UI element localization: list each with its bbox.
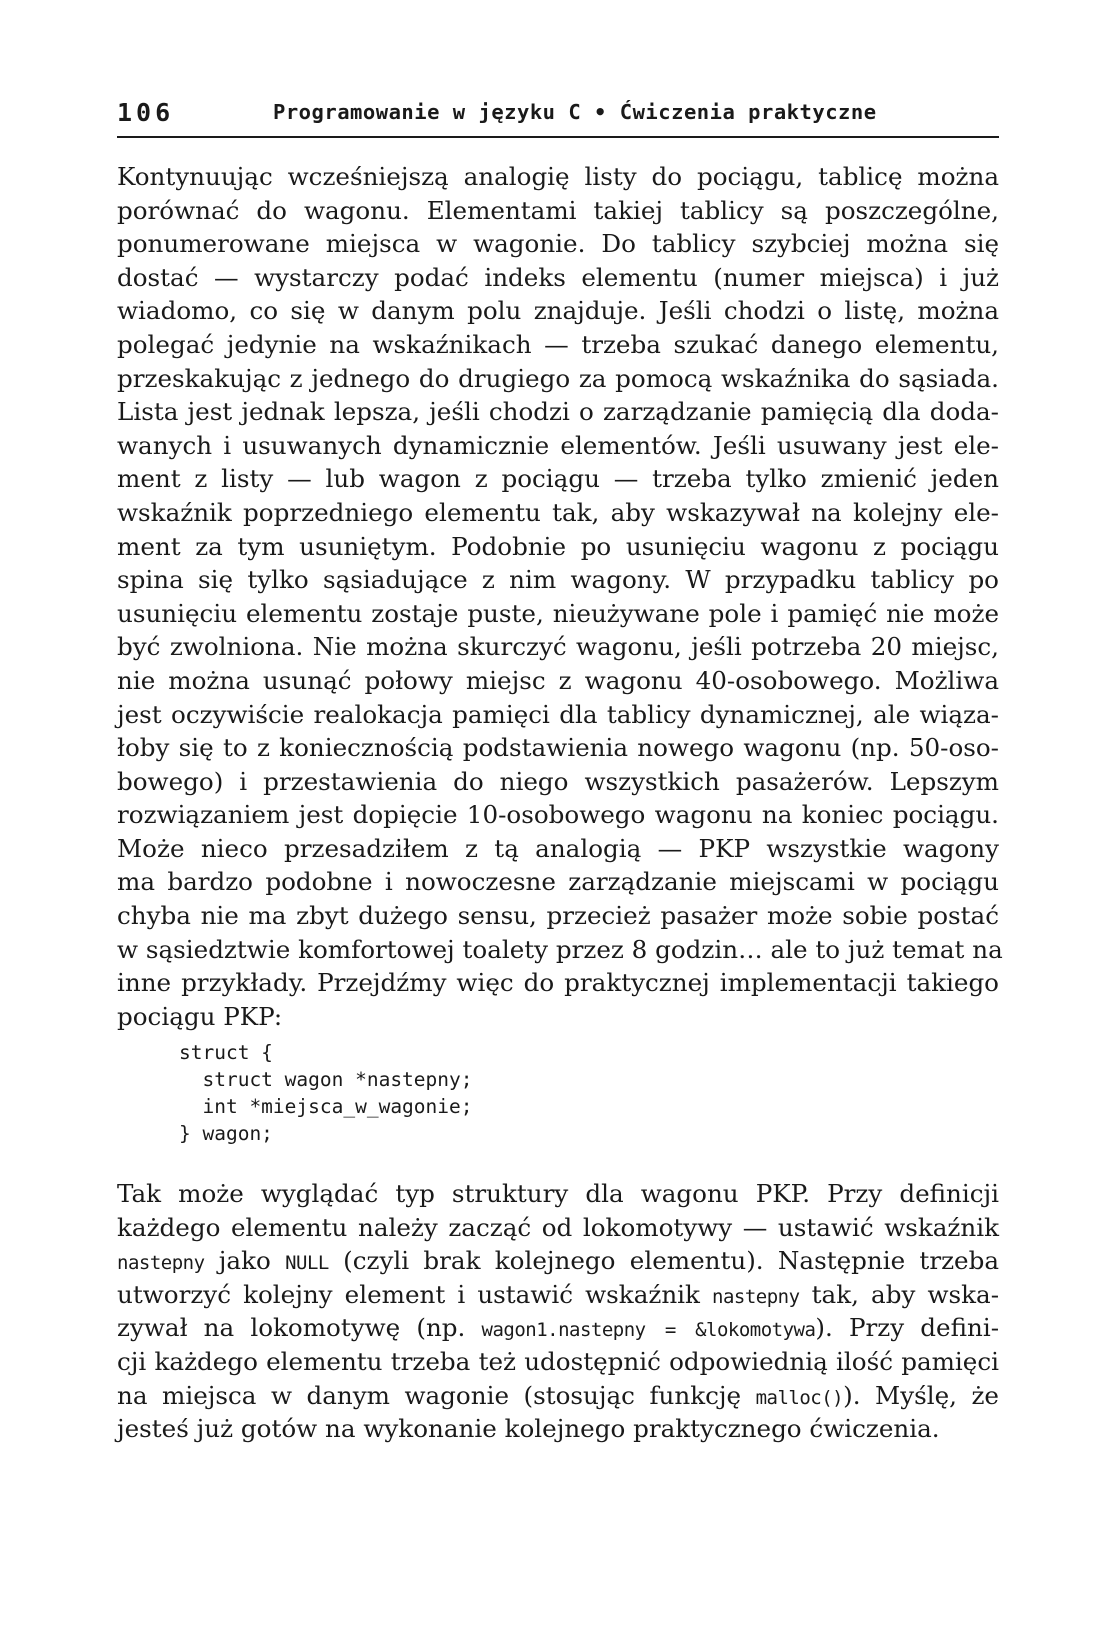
text-line: nie można usunąć połowy miejsc z wagonu 40-osobowego. Możliwa xyxy=(117,665,999,695)
text-run: jako xyxy=(204,1246,286,1276)
code-line: int *miejsca_w_wagonie; xyxy=(179,1095,473,1118)
page-header xyxy=(117,96,999,138)
text-line: przeskakując z jednego do drugiego za pomocą wskaźnika do sąsiada. xyxy=(117,363,999,393)
text-line: wskaźnik poprzedniego elementu tak, aby wskazywał na kolejny ele- xyxy=(117,497,999,527)
text-line: porównać do wagonu. Elementami takiej tablicy są poszczególne, xyxy=(117,195,999,225)
text-line: ponumerowane miejsca w wagonie. Do tablicy szybciej można się xyxy=(117,229,999,259)
text-line: dostać — wystarczy podać indeks elementu (numer miejsca) i już xyxy=(117,262,999,292)
text-line xyxy=(117,1244,999,1278)
text-line: polegać jedynie na wskaźnikach — trzeba szukać danego elementu, xyxy=(117,329,999,359)
paragraph-structure-explanation xyxy=(117,1177,999,1446)
text-line: w sąsiedztwie komfortowej toalety przez 8 godzin… ale to już temat na xyxy=(117,934,1003,964)
text-line xyxy=(117,1311,999,1345)
text-line: cji każdego elementu trzeba też udostępnić odpowiednią ilość pamięci xyxy=(117,1346,999,1376)
paragraph-analogy xyxy=(117,160,1003,1033)
text-run: utworzyć kolejny element i ustawić wskaźnik xyxy=(117,1279,713,1309)
text-line: Tak może wyglądać typ struktury dla wagonu PKP. Przy definicji xyxy=(117,1179,999,1208)
text-line: jest oczywiście realokacja pamięci dla tablicy dynamicznej, ale wiąza- xyxy=(117,699,999,729)
text-line: Lista jest jednak lepsza, jeśli chodzi o zarządzanie pamięcią dla doda- xyxy=(117,397,999,427)
text-line: ment z listy — lub wagon z pociągu — trzeba tylko zmienić jeden xyxy=(117,464,999,494)
text-line: wiadomo, co się w danym polu znajduje. Jeśli chodzi o listę, można xyxy=(117,296,999,326)
text-line: być zwolniona. Nie można skurczyć wagonu, jeśli potrzeba 20 miejsc, xyxy=(117,632,999,662)
inline-code: malloc() xyxy=(755,1386,844,1409)
text-line: wanych i usuwanych dynamicznie elementów. Jeśli usuwany jest ele- xyxy=(117,430,999,460)
text-line: łoby się to z koniecznością podstawienia nowego wagonu (np. 50-oso- xyxy=(117,733,999,763)
text-line: Kontynuując wcześniejszą analogię listy do pociągu, tablicę można xyxy=(117,162,999,191)
text-run: na miejsca w danym wagonie (stosując funkcję xyxy=(117,1380,756,1410)
text-run: ). Przy defini- xyxy=(815,1313,1000,1343)
code-line: } wagon; xyxy=(179,1122,273,1145)
text-line: pociągu PKP: xyxy=(117,1001,283,1031)
text-run: zywał na lokomotywę (np. xyxy=(117,1313,482,1343)
text-line: rozwiązaniem jest dopięcie 10-osobowego wagonu na koniec pociągu. xyxy=(117,800,999,830)
text-line: chyba nie ma zbyt dużego sensu, przecież pasażer może sobie postać xyxy=(117,901,999,931)
text-line: jesteś już gotów na wykonanie kolejnego praktycznego ćwiczenia. xyxy=(117,1414,940,1444)
text-line xyxy=(117,1379,999,1413)
inline-code: wagon1.nastepny = &lokomotywa xyxy=(481,1319,816,1342)
inline-code: nastepny xyxy=(117,1252,205,1275)
text-line: spina się tylko sąsiadujące z nim wagony. W przypadku tablicy po xyxy=(117,565,999,595)
code-line: struct { xyxy=(179,1041,273,1064)
text-line: Może nieco przesadziłem z tą analogią — PKP wszystkie wagony xyxy=(117,833,999,863)
running-title: Programowanie w języku C • Ćwiczenia praktyczne xyxy=(273,100,877,124)
inline-code: nastepny xyxy=(712,1285,800,1308)
text-run: (czyli brak kolejnego elementu). Następnie trzeba xyxy=(328,1246,999,1276)
text-line: ment za tym usuniętym. Podobnie po usunięciu wagonu z pociągu xyxy=(117,531,999,561)
text-line: usunięciu elementu zostaje puste, nieużywane pole i pamięć nie może xyxy=(117,598,999,628)
code-listing xyxy=(179,1039,473,1147)
text-line: każdego elementu należy zacząć od lokomotywy — ustawić wskaźnik xyxy=(117,1212,999,1242)
text-line xyxy=(117,1278,999,1312)
page-number: 106 xyxy=(117,98,175,127)
text-line: ma bardzo podobne i nowoczesne zarządzanie miejscami w pociągu xyxy=(117,867,999,897)
text-line: inne przykłady. Przejdźmy więc do praktycznej implementacji takiego xyxy=(117,968,999,998)
text-line: bowego) i przestawienia do niego wszystkich pasażerów. Lepszym xyxy=(117,766,999,796)
code-line: struct wagon *nastepny; xyxy=(179,1068,473,1091)
inline-code: NULL xyxy=(285,1252,329,1275)
text-run: ). Myślę, że xyxy=(843,1380,999,1410)
text-run: tak, aby wska- xyxy=(799,1279,999,1309)
